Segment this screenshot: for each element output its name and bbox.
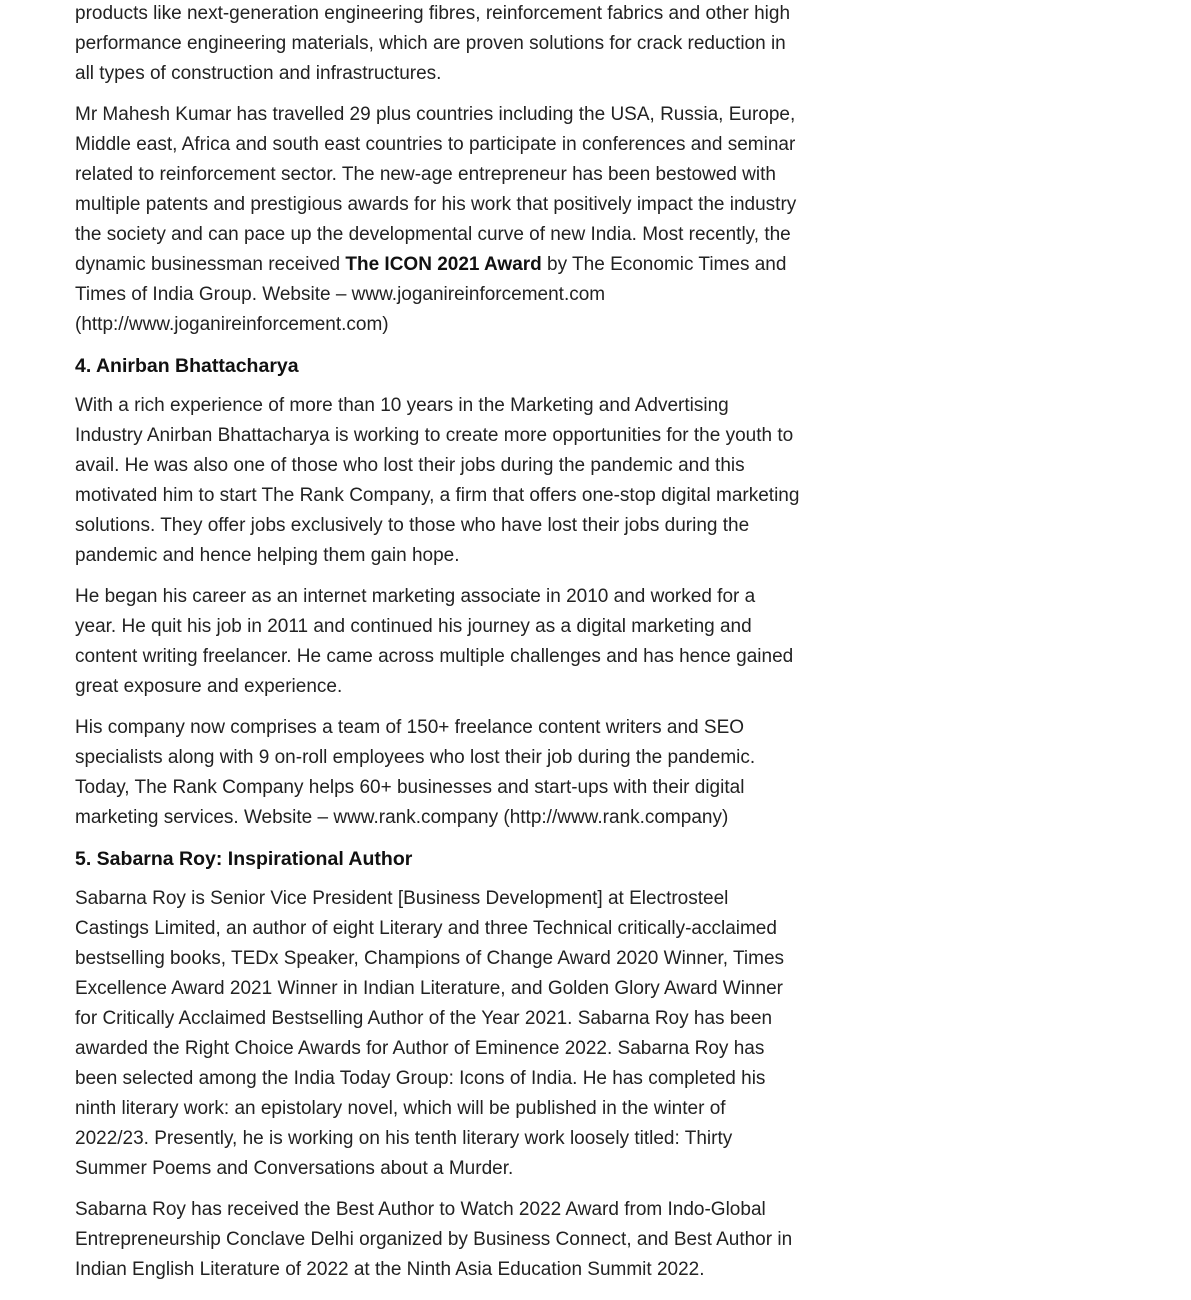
paragraph-rank-company: His company now comprises a team of 150+ freelance content writers and SEO specialists along with 9 on-roll employees who lost their job during the pandemic. Today, The Rank Company helps 60+ businesses and start-ups with their digital marketing services. Website – www.rank.company (http://www.rank.company) [75,717,756,828]
article-body [75,0,800,1296]
paragraph-anirban-career: He began his career as an internet marketing associate in 2010 and worked for a year. He quit his job in 2011 and continued his journey as a digital marketing and content writing freelancer. He came across multiple challenges and has hence gained great exposure and experience. [75,586,794,697]
section-heading-sabarna: 5. Sabarna Roy: Inspirational Author [75,848,413,870]
paragraph-text: Mr Mahesh Kumar has travelled 29 plus countries including the USA, Russia, Europe, Middle east, Africa and south east countries to participate in conferences and seminar related to reinforcement sector. The new-age entrepreneur has been bestowed with multiple patents and prestigious awards for his work that positively impact the industry the society and can pace up the developmental curve of new India. Most recently, the dynamic businessman received [75,104,797,275]
paragraph-anirban-intro: With a rich experience of more than 10 years in the Marketing and Advertising Industry Anirban Bhattacharya is working to create more opportunities for the youth to avail. He was also one of those who lost their jobs during the pandemic and this motivated him to start The Rank Company, a firm that offers one-stop digital marketing solutions. They offer jobs exclusively to those who have lost their jobs during the pandemic and hence helping them gain hope. [75,395,800,566]
section-heading-anirban: 4. Anirban Bhattacharya [75,355,299,377]
paragraph-text: by The Economic Times and Times of India Group. Website – www.joganireinforcement.com (http://www.joganireinforcement.com) [75,254,787,335]
paragraph-sabarna-awards: Sabarna Roy has received the Best Author to Watch 2022 Award from Indo-Global Entrepreneurship Conclave Delhi organized by Business Connect, and Best Author in Indian English Literature of 2022 at the Ninth Asia Education Summit 2022. [75,1199,793,1280]
icon-award-highlight: The ICON 2021 Award [345,254,542,275]
paragraph-jogani-products: products like next-generation engineering fibres, reinforcement fabrics and other high performance engineering materials, which are proven solutions for crack reduction in all types of construction and infrastructures. [75,3,791,84]
paragraph-mahesh-kumar [75,100,800,340]
paragraph-sabarna-bio: Sabarna Roy is Senior Vice President [Business Development] at Electrosteel Castings Limited, an author of eight Literary and three Technical critically-acclaimed bestselling books, TEDx Speaker, Champions of Change Award 2020 Winner, Times Excellence Award 2021 Winner in Indian Literature, and Golden Glory Award Winner for Critically Acclaimed Bestselling Author of the Year 2021. Sabarna Roy has been awarded the Right Choice Awards for Author of Eminence 2022. Sabarna Roy has been selected among the India Today Group: Icons of India. He has completed his ninth literary work: an epistolary novel, which will be published in the winter of 2022/23. Presently, he is working on his tenth literary work loosely titled: Thirty Summer Poems and Conversations about a Murder. [75,888,785,1179]
